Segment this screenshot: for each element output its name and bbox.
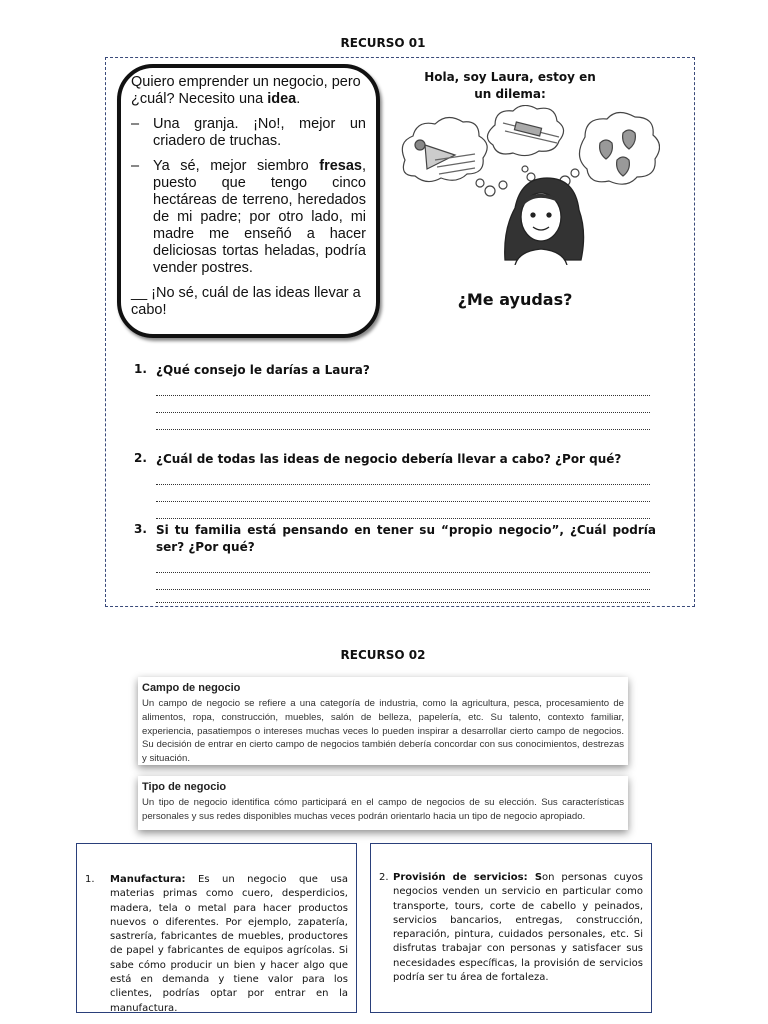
fish-thought-icon — [487, 105, 563, 155]
bubble-closing: __ ¡No sé, cuál de las ideas llevar a cabo! — [131, 285, 361, 318]
servicios-title: Provisión de servicios: S — [393, 872, 543, 883]
answer-line — [156, 556, 650, 573]
manufactura-box: 1. Manufactura: Es un negocio que usa materias primas como cuero, desperdicios, madera, tela o metal para hacer productos nuevos o diferentes. Por ejemplo, zapatería, sastrería, fabricantes de muebles, productores de papel y fabricantes de equipos agrícolas. Si sabe cómo producir un bien y hacer algo que está en demanda y tiene valor para los clientes, podrías optar por entrar en la manufactura. — [76, 843, 357, 1013]
farm-thought-icon — [402, 117, 487, 181]
question-2: 2. ¿Cuál de todas las ideas de negocio debería llevar a cabo? ¿Por qué? — [134, 451, 656, 519]
bubble-item-granja: – Una granja. ¡No!, mejor un criadero de truchas. — [131, 116, 366, 149]
laura-thinking-illustration — [395, 105, 660, 265]
recurso-02-heading: RECURSO 02 — [340, 648, 426, 662]
servicios-box: 2. Provisión de servicios: Son personas cuyos negocios venden un servicio en particular como transporte, tours, corte de cabello y peinados, servicios bancarios, entregas, construcción, reparación, pintura, cuidados personales, etc. Si disfrutas trabajar con personas y satisfacer sus necesidades específicas, la provisión de servicios podría ser tu área de fortaleza. — [370, 843, 652, 1013]
laura-avatar — [505, 178, 584, 265]
manufactura-body: Es un negocio que usa materias primas como cuero, desperdicios, madera, tela o metal para hacer productos nuevos o diferentes. Por ejemplo, zapatería, sastrería, fabricantes de muebles, productores de papel y fabricantes de equipos agrícolas. Si sabe cómo producir un bien y hacer algo que está en demanda y tiene valor para los clientes, podrías optar por entrar en la manufactura. — [110, 874, 348, 1014]
answer-line — [156, 468, 650, 485]
answer-line — [156, 379, 650, 396]
tipo-body: Un tipo de negocio identifica cómo participará en el campo de negocios de su elección. Sus características personales y sus redes disponibles muchas veces podrán orientarlo hacia un tipo de negocio apropiado. — [142, 797, 624, 822]
answer-line — [156, 413, 650, 430]
servicios-body: on personas cuyos negocios venden un servicio en particular como transporte, tours, corte de cabello y peinados, servicios bancarios, entregas, construcción, reparación, pintura, cuidados personales, etc. Si disfrutas trabajar con personas y satisfacer sus necesidades específicas, la provisión de servicios podría ser tu área de fortaleza. — [393, 872, 644, 984]
laura-intro: Hola, soy Laura, estoy en un dilema: — [424, 70, 596, 101]
bubble-item-fresas: – Ya sé, mejor siembro fresas, puesto que tengo cinco hectáreas de terreno, heredados de mi padre; por otro lado, mi madre me enseñó a hacer deliciosas tortas heladas, podría vender postres. — [131, 158, 366, 276]
me-ayudas-text: ¿Me ayudas? — [457, 290, 573, 309]
answer-line — [156, 573, 650, 590]
answer-line — [156, 396, 650, 413]
bubble-intro: Quiero emprender un negocio, pero ¿cuál? Necesito una idea. — [131, 74, 361, 107]
recurso-01-heading: RECURSO 01 — [340, 36, 426, 50]
campo-title: Campo de negocio — [142, 682, 241, 694]
answer-line — [156, 590, 650, 603]
question-1: 1. ¿Qué consejo le darías a Laura? — [134, 362, 656, 430]
manufactura-title: Manufactura: — [110, 874, 186, 885]
strawberry-thought-icon — [579, 112, 659, 184]
answer-line — [156, 485, 650, 502]
speech-bubble — [117, 64, 380, 338]
campo-de-negocio-card — [138, 677, 628, 765]
answer-line — [156, 502, 650, 519]
tipo-title: Tipo de negocio — [142, 781, 227, 793]
question-3: 3. Si tu familia está pensando en tener su “propio negocio”, ¿Cuál podría ser? ¿Por qué? — [134, 522, 656, 603]
tipo-de-negocio-card — [138, 776, 628, 830]
campo-body: Un campo de negocio se refiere a una categoría de industria, como la agricultura, pesca, procesamiento de alimentos, ropa, construcción, muebles, salón de belleza, papelería, etc. Su talento, contexto familiar, experiencia, pasatiempos o intereses muchas veces lo pueden inspirar a desarrollar cierto campo de negocios. Su decisión de entrar en cierto campo de negocios también debería concordar con sus conocimientos, destrezas y situación. — [142, 698, 624, 765]
